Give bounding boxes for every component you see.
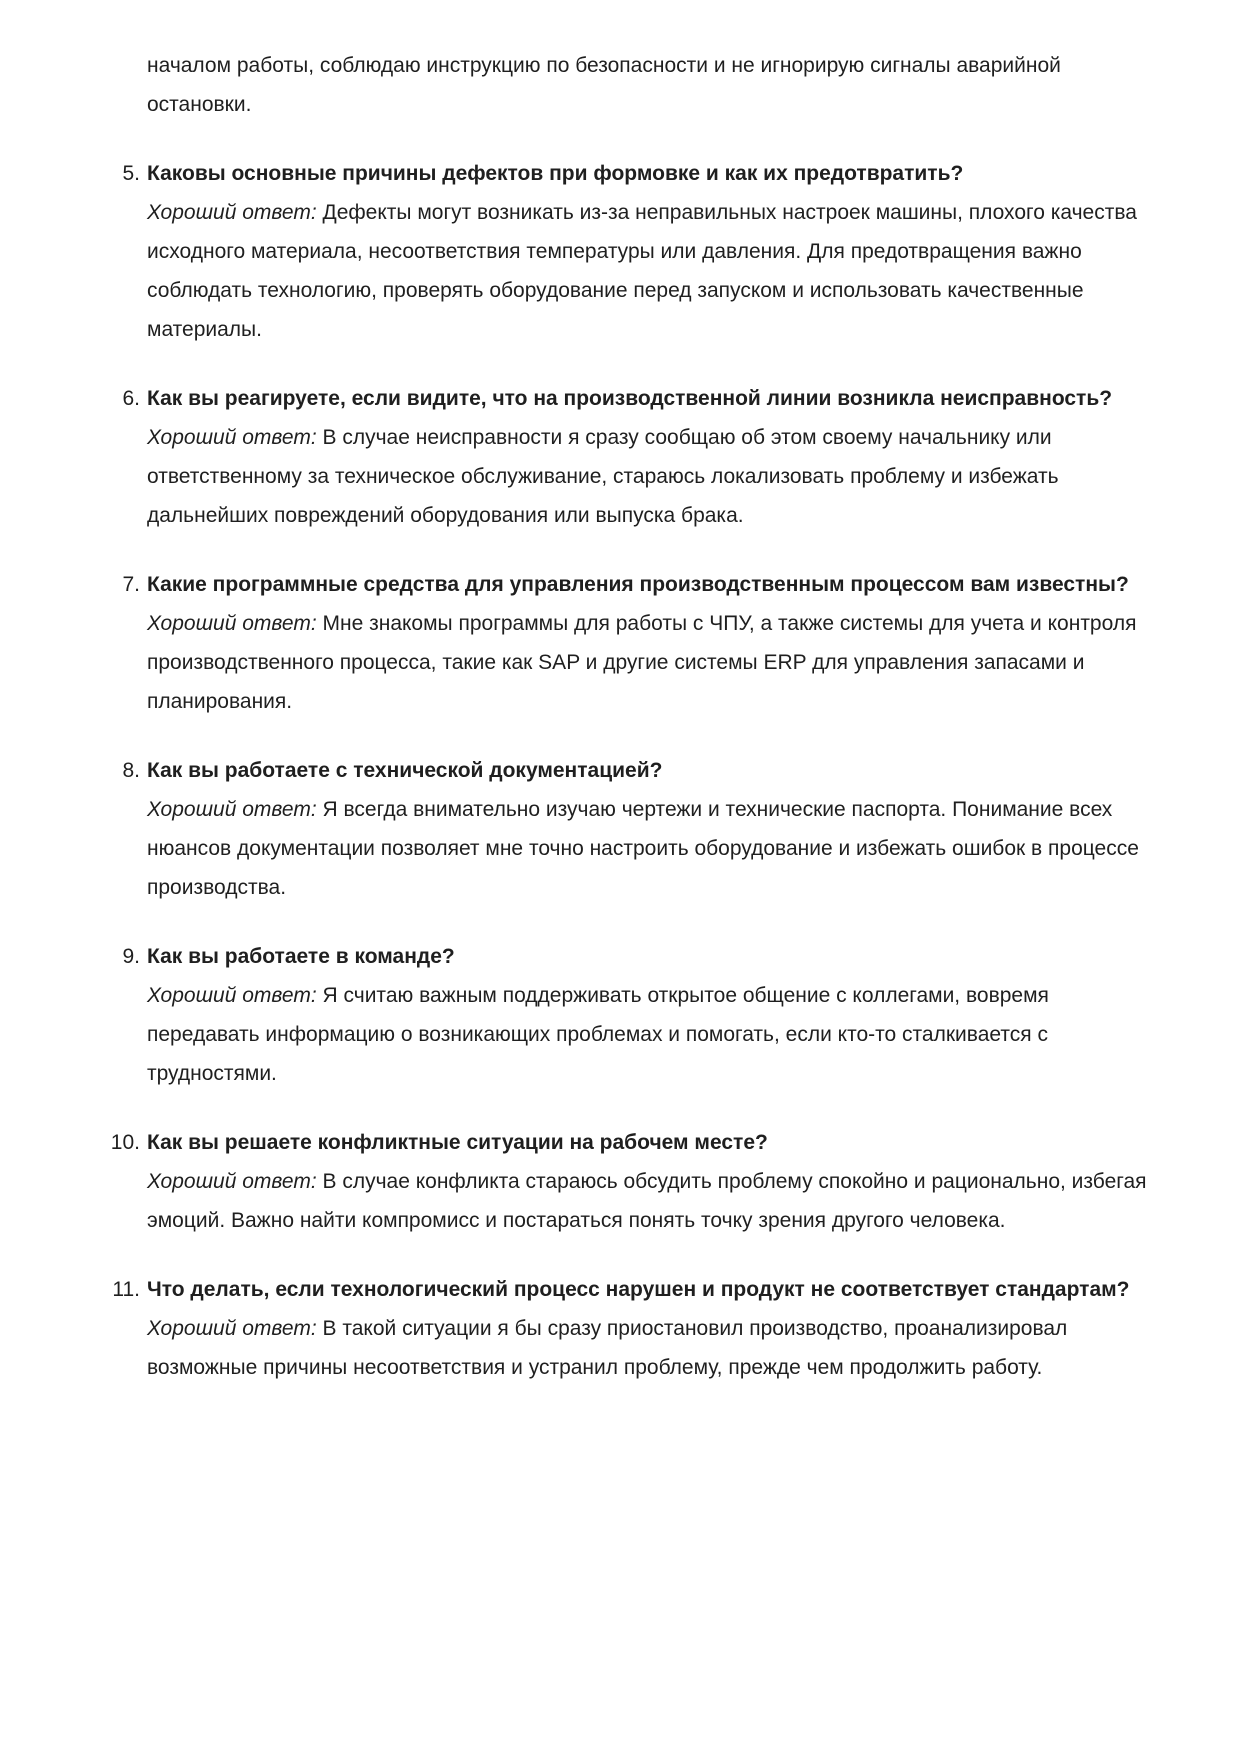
qa-item-body	[147, 379, 1165, 535]
answer-paragraph	[147, 1162, 1165, 1240]
answer-paragraph	[147, 790, 1165, 907]
qa-item	[90, 751, 1165, 907]
item-number: 5.	[122, 162, 140, 185]
question-text: Какие программные средства для управления производственным процессом вам известны?	[147, 573, 1129, 596]
answer-text: Мне знакомы программы для работы с ЧПУ, а также системы для учета и контроля производственного процесса, такие как SAP и другие системы ERP для управления запасами и планирования.	[147, 612, 1137, 713]
answer-paragraph	[147, 193, 1165, 349]
answer-text: В такой ситуации я бы сразу приостановил производство, проанализировал возможные причины несоответствия и устранил проблему, прежде чем продолжить работу.	[147, 1317, 1068, 1379]
paragraph-continuation: началом работы, соблюдаю инструкцию по безопасности и не игнорирую сигналы аварийной остановки.	[147, 54, 1061, 116]
answer-prefix: Хороший ответ:	[147, 1170, 317, 1193]
qa-item-body	[147, 1123, 1165, 1240]
qa-list	[90, 154, 1165, 1387]
question-text: Как вы работаете с технической документацией?	[147, 759, 663, 782]
answer-paragraph	[147, 976, 1165, 1093]
qa-item-body	[147, 154, 1165, 349]
qa-item-body	[147, 937, 1165, 1093]
qa-item	[90, 379, 1165, 535]
answer-paragraph	[147, 418, 1165, 535]
answer-prefix: Хороший ответ:	[147, 201, 317, 224]
answer-prefix: Хороший ответ:	[147, 798, 317, 821]
qa-item	[90, 937, 1165, 1093]
answer-prefix: Хороший ответ:	[147, 612, 317, 635]
qa-item-body	[147, 751, 1165, 907]
answer-prefix: Хороший ответ:	[147, 426, 317, 449]
qa-item-body	[147, 565, 1165, 721]
item-number: 8.	[122, 759, 140, 782]
qa-item	[90, 565, 1165, 721]
qa-item	[90, 154, 1165, 349]
answer-text: Я всегда внимательно изучаю чертежи и технические паспорта. Понимание всех нюансов документации позволяет мне точно настроить оборудование и избежать ошибок в процессе производства.	[147, 798, 1139, 899]
answer-paragraph	[147, 1309, 1165, 1387]
question-text: Как вы решаете конфликтные ситуации на рабочем месте?	[147, 1131, 768, 1154]
question-text: Как вы работаете в команде?	[147, 945, 455, 968]
answer-paragraph	[147, 604, 1165, 721]
answer-text: Я считаю важным поддерживать открытое общение с коллегами, вовремя передавать информацию о возникающих проблемах и помогать, если кто-то сталкивается с трудностями.	[147, 984, 1049, 1085]
question-text: Каковы основные причины дефектов при формовке и как их предотвратить?	[147, 162, 964, 185]
qa-item	[90, 1123, 1165, 1240]
qa-item	[90, 1270, 1165, 1387]
answer-text: Дефекты могут возникать из-за неправильных настроек машины, плохого качества исходного материала, несоответствия температуры или давления. Для предотвращения важно соблюдать технологию, проверять оборудование перед запуском и использовать качественные материалы.	[147, 201, 1137, 341]
item-number: 7.	[122, 573, 140, 596]
question-text: Что делать, если технологический процесс нарушен и продукт не соответствует стандартам?	[147, 1278, 1130, 1301]
item-number: 6.	[122, 387, 140, 410]
answer-prefix: Хороший ответ:	[147, 1317, 317, 1340]
answer-text: В случае конфликта стараюсь обсудить проблему спокойно и рационально, избегая эмоций. Важно найти компромисс и постараться понять точку зрения другого человека.	[147, 1170, 1147, 1232]
question-text: Как вы реагируете, если видите, что на производственной линии возникла неисправность?	[147, 387, 1113, 410]
item-number: 9.	[122, 945, 140, 968]
qa-item-body	[147, 1270, 1165, 1387]
item-number: 11.	[112, 1278, 140, 1301]
answer-text: В случае неисправности я сразу сообщаю об этом своему начальнику или ответственному за техническое обслуживание, стараюсь локализовать проблему и избежать дальнейших повреждений оборудования или выпуска брака.	[147, 426, 1059, 527]
answer-prefix: Хороший ответ:	[147, 984, 317, 1007]
item-number: 10.	[110, 1131, 140, 1154]
